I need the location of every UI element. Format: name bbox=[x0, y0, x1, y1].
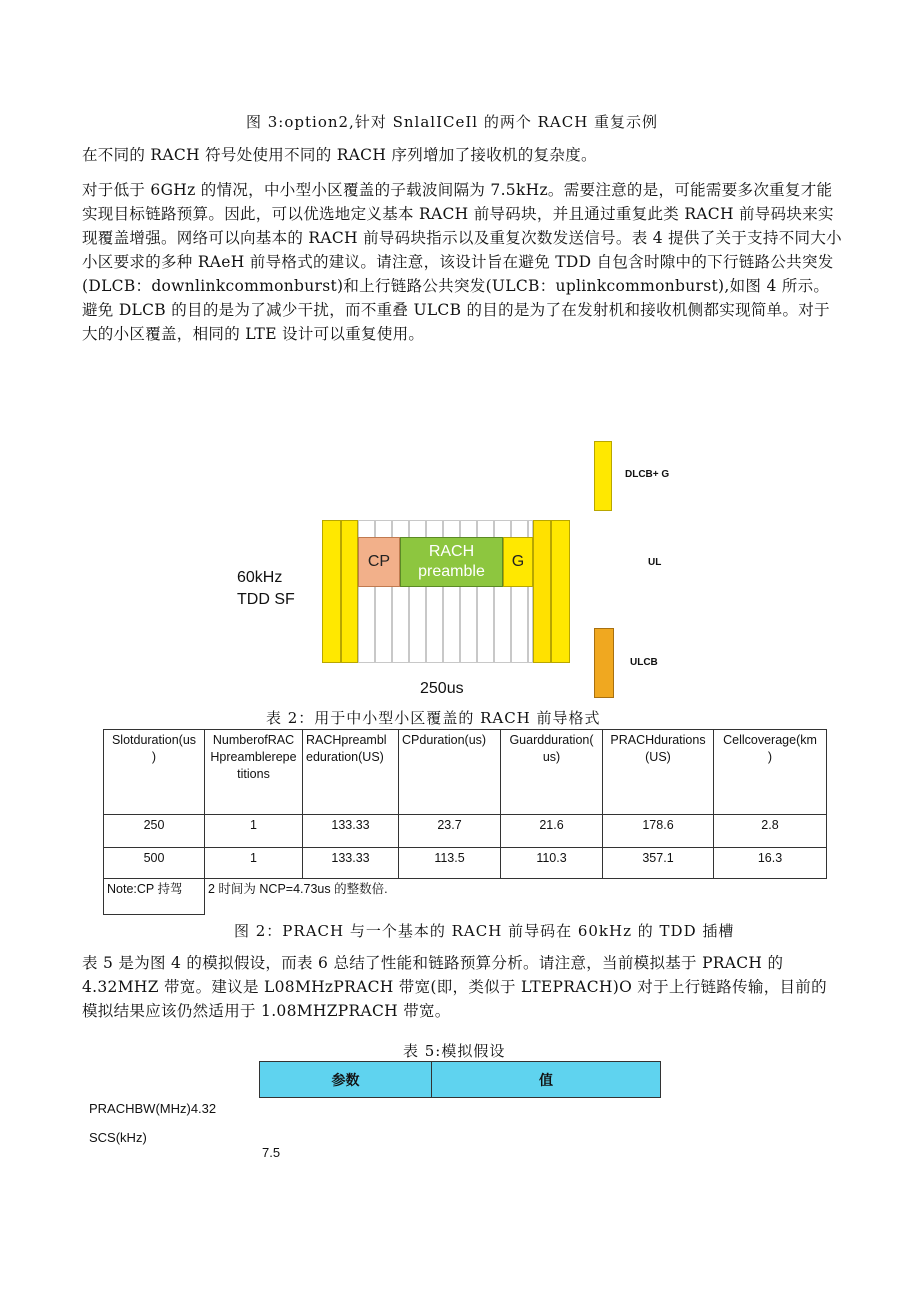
table-row bbox=[104, 815, 827, 848]
paragraph-2: 对于低于 6GHz 的情况，中小型小区覆盖的子载波间隔为 7.5kHz。需要注意的是，可能需要多次重复才能实现目标链路预算。因此，可以优选地定义基本 RACH 前导码块，并且通过重复此类 RACH 前导码块来实现覆盖增强。网络可以向基本的 RACH 前导码块指示以及重复次数发送信号。表 4 提供了关于支持不同大小小区要求的多种 RAeH 前导格式的建议。请注意，该设计旨在避免 TDD 自包含时隙中的下行链路公共突发(DLCB：downlinkcommonburst)和上行链路公共突发(ULCB：uplinkcommonburst),如图 4 所示。避免 DLCB 的目的是为了减少干扰，而不重叠 ULCB 的目的是为了在发射机和接收机侧都实现简单。对于大的小区覆盖，相同的 LTE 设计可以重复使用。 bbox=[82, 181, 842, 343]
cell: 21.6 bbox=[501, 815, 603, 848]
ul-burst-block-a bbox=[533, 520, 551, 663]
dl-guard-block bbox=[341, 520, 358, 663]
guard-box: G bbox=[503, 537, 533, 587]
th-cp-duration: CPduration(us) bbox=[399, 730, 501, 815]
legend-ulcb-label: ULCB bbox=[630, 657, 658, 668]
cell: 250 bbox=[104, 815, 205, 848]
rach-preamble-box: RACH preamble bbox=[400, 537, 503, 587]
body-text-top bbox=[82, 143, 842, 357]
table2 bbox=[103, 729, 827, 915]
table2-caption: 表 2：用于中小型小区覆盖的 RACH 前导格式 bbox=[266, 709, 601, 727]
cell: 1 bbox=[205, 815, 303, 848]
cell: 23.7 bbox=[399, 815, 501, 848]
cell: 113.5 bbox=[399, 848, 501, 879]
legend-dlcb-label: DLCB+ G bbox=[625, 469, 670, 480]
cell: 110.3 bbox=[501, 848, 603, 879]
dl-burst-block bbox=[322, 520, 341, 663]
table-row bbox=[104, 848, 827, 879]
tdd-label: 60kHz TDD SF bbox=[237, 569, 295, 608]
cell: 133.33 bbox=[303, 815, 399, 848]
table5-head-param: 参数 bbox=[259, 1061, 432, 1098]
note-cell-b: 2 时间为 NCP=4.73us 的整数倍. bbox=[205, 879, 827, 915]
fig2-caption: 图 2：PRACH 与一个基本的 RACH 前导码在 60kHz 的 TDD 插槽 bbox=[234, 922, 735, 940]
th-repetitions: NumberofRAC Hpreamblerepe titions bbox=[205, 730, 303, 815]
table5-row-scs-value: 7.5 bbox=[262, 1145, 281, 1160]
cp-box: CP bbox=[358, 537, 400, 587]
table5-row-bandwidth: PRACHBW(MHz)4.32 bbox=[89, 1101, 217, 1116]
legend-ulcb-swatch bbox=[594, 628, 614, 698]
paragraph-3: 表 5 是为图 4 的模拟假设，而表 6 总结了性能和链路预算分析。请注意，当前模拟基于 PRACH 的 4.32MHZ 带宽。建议是 L08MHzPRACH 带宽(即，类似于 LTEPRACH)O 对于上行链路传输，目前的模拟结果应该仍然适用于 1.08MHZPRACH 带宽。 bbox=[82, 954, 827, 1020]
th-preamble-duration: RACHpreambl eduration(US) bbox=[303, 730, 399, 815]
cell: 133.33 bbox=[303, 848, 399, 879]
th-cell-coverage: Cellcoverage(km ) bbox=[714, 730, 827, 815]
legend-dlcb-swatch bbox=[594, 441, 612, 511]
th-guard-duration: Guardduration( us) bbox=[501, 730, 603, 815]
fig3-caption: 图 3:option2,针对 SnlalICeIl 的两个 RACH 重复示例 bbox=[246, 113, 659, 131]
table2-note-row bbox=[104, 879, 827, 915]
th-prach-duration: PRACHdurations (US) bbox=[603, 730, 714, 815]
legend-ul-label: UL bbox=[648, 557, 662, 568]
cell: 178.6 bbox=[603, 815, 714, 848]
cell: 2.8 bbox=[714, 815, 827, 848]
body-text-bottom bbox=[82, 951, 842, 1034]
table2-header-row bbox=[104, 730, 827, 815]
ul-burst-block-b bbox=[551, 520, 570, 663]
cell: 16.3 bbox=[714, 848, 827, 879]
table5-row-scs: SCS(kHz) bbox=[89, 1130, 147, 1145]
th-slot-duration: Slotduration(us ) bbox=[104, 730, 205, 815]
paragraph-1: 在不同的 RACH 符号处使用不同的 RACH 序列增加了接收机的复杂度。 bbox=[82, 146, 597, 164]
cell: 1 bbox=[205, 848, 303, 879]
duration-label: 250us bbox=[420, 680, 464, 697]
table5-caption: 表 5:模拟假设 bbox=[403, 1042, 506, 1060]
cell: 357.1 bbox=[603, 848, 714, 879]
note-cell-a: Note:CP 持驾 bbox=[104, 879, 205, 915]
table5-head-value: 值 bbox=[431, 1061, 661, 1098]
cell: 500 bbox=[104, 848, 205, 879]
